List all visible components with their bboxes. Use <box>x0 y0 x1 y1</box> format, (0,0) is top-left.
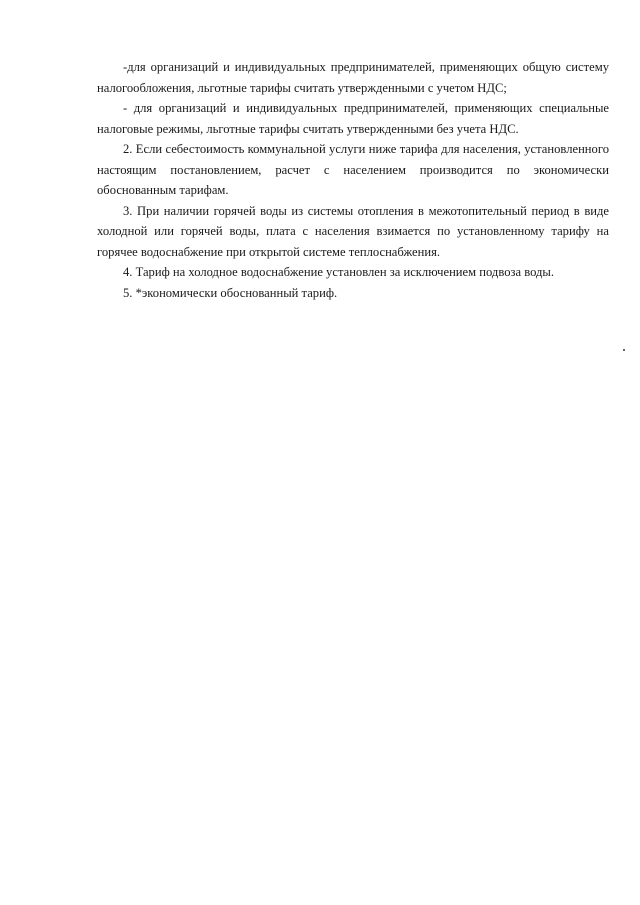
paragraph-general-tax-system: -для организаций и индивидуальных предпринимателей, применяющих общую систему налогообложения, льготные тарифы считать утвержденными с учетом НДС; <box>97 60 609 95</box>
paragraph-item-5: 5. *экономически обоснованный тариф. <box>123 285 338 300</box>
paragraph-item-4: 4. Тариф на холодное водоснабжение установлен за исключением подвоза воды. <box>123 265 555 279</box>
scan-speck <box>623 349 625 351</box>
paragraph-item-3: 3. При наличии горячей воды из системы отопления в межотопительный период в виде холодной или горячей воды, плата с населения взимается по установленному тарифу на горячее водоснабжение при открытой системе теплоснабжения. <box>97 203 609 259</box>
paragraph-special-tax-regimes: - для организаций и индивидуальных предпринимателей, применяющих специальные налоговые режимы, льготные тарифы считать утвержденными без учета НДС. <box>97 101 609 136</box>
document-body <box>97 57 609 303</box>
paragraph-item-2: 2. Если себестоимость коммунальной услуги ниже тарифа для населения, установленного настоящим постановлением, расчет с населением производится по экономически обоснованным тарифам. <box>97 142 609 197</box>
